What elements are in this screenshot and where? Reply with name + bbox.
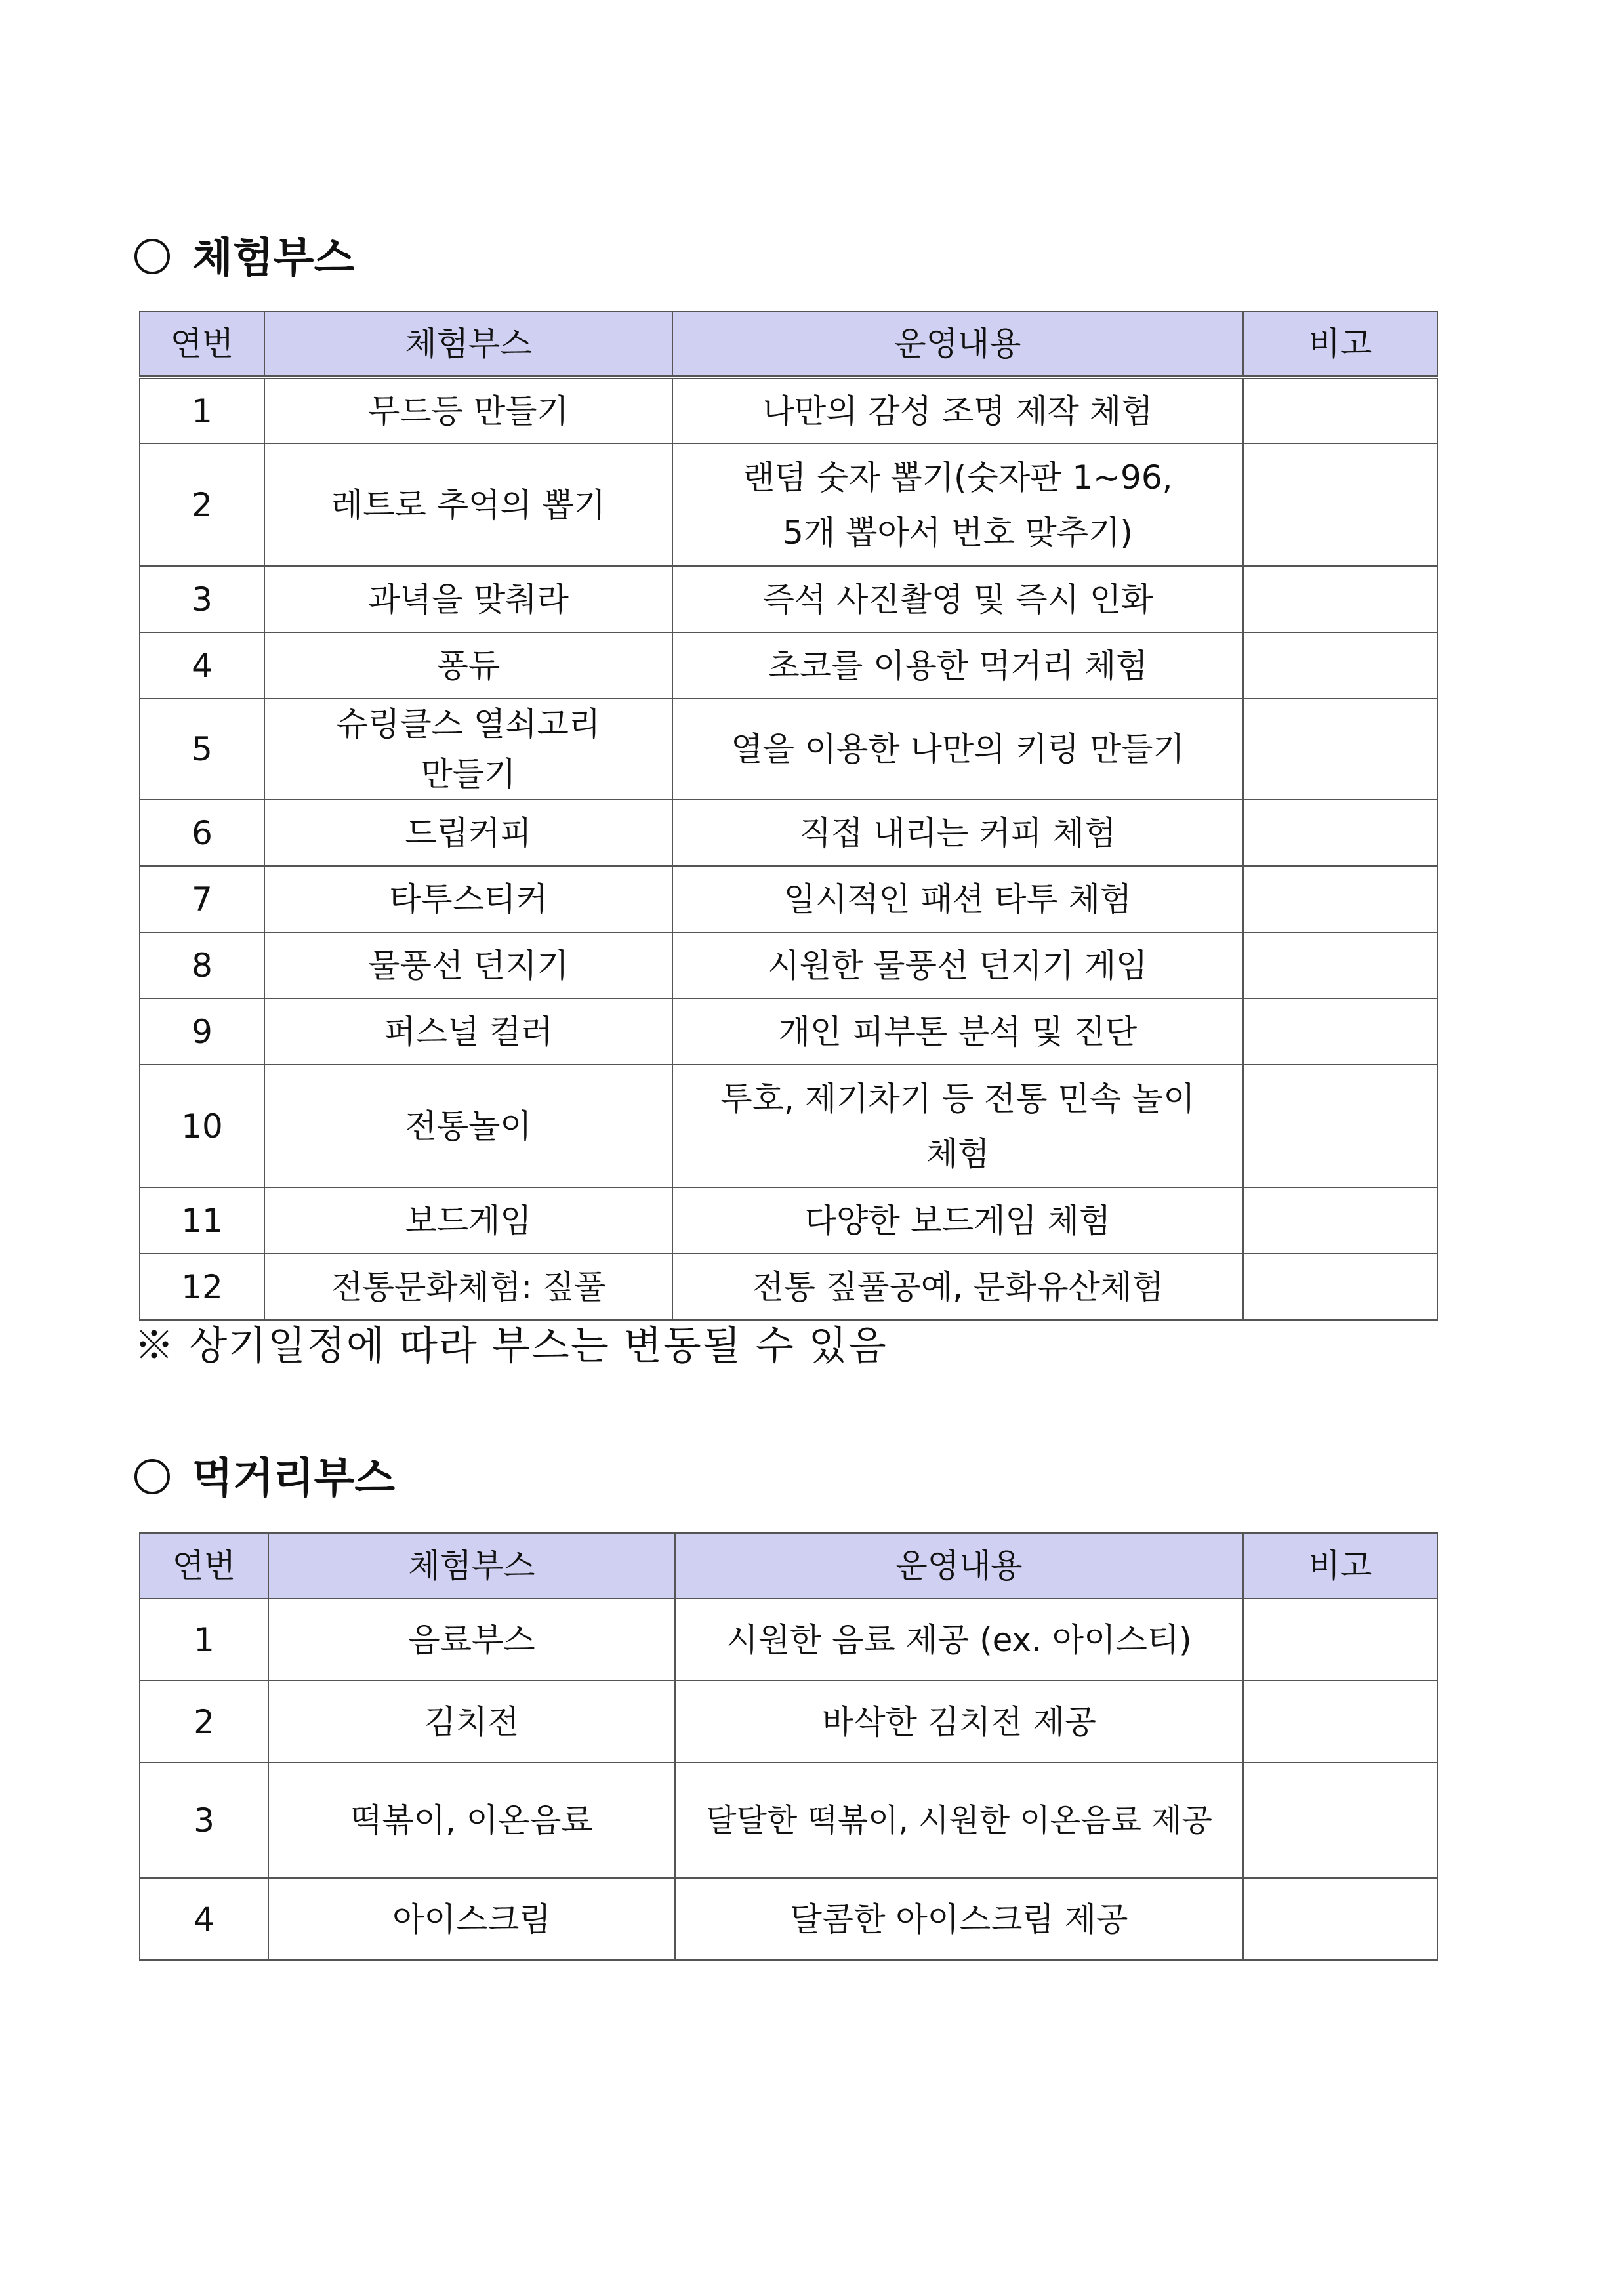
cell-number: 5 [140,699,264,800]
table-row [140,1187,1437,1254]
section-title-text: 체험부스 [192,234,355,283]
cell-note [1243,1878,1437,1960]
cell-number: 2 [140,1681,268,1763]
cell-number: 11 [140,1187,264,1254]
cell-number: 12 [140,1254,264,1320]
table-row [140,1681,1437,1763]
table-row [140,800,1437,866]
cell-number: 3 [140,1763,268,1878]
circle-bullet-icon [134,239,170,274]
table-row [140,998,1437,1065]
cell-booth: 드립커피 [264,800,672,866]
header-content: 운영내용 [672,312,1243,377]
cell-booth: 슈링클스 열쇠고리 만들기 [264,699,672,800]
cell-content: 초코를 이용한 먹거리 체험 [672,632,1243,699]
table-row [140,566,1437,632]
circle-bullet-icon [134,1459,170,1494]
cell-content: 즉석 사진촬영 및 즉시 인화 [672,566,1243,632]
experience-booth-table [139,311,1438,1321]
table-row [140,932,1437,998]
cell-number: 3 [140,566,264,632]
cell-content: 랜덤 숫자 뽑기(숫자판 1~96, 5개 뽑아서 번호 맞추기) [672,443,1243,566]
cell-number: 6 [140,800,264,866]
cell-content: 개인 피부톤 분석 및 진단 [672,998,1243,1065]
cell-booth: 김치전 [268,1681,675,1763]
cell-booth: 타투스티커 [264,866,672,932]
cell-number: 1 [140,1599,268,1681]
table-header-row [140,1533,1437,1599]
cell-booth: 퍼스널 컬러 [264,998,672,1065]
cell-content: 나만의 감성 조명 제작 체험 [672,377,1243,443]
cell-note [1243,1065,1437,1187]
cell-number: 8 [140,932,264,998]
cell-booth: 퐁듀 [264,632,672,699]
table-row [140,699,1437,800]
table-header-row [140,312,1437,377]
cell-number: 4 [140,632,264,699]
table-row [140,866,1437,932]
cell-booth: 전통문화체험: 짚풀 [264,1254,672,1320]
header-number: 연번 [140,312,264,377]
section-title-text: 먹거리부스 [192,1454,396,1503]
table-row [140,1254,1437,1320]
table-row [140,1763,1437,1878]
section-title-food [134,1454,396,1503]
cell-booth: 보드게임 [264,1187,672,1254]
schedule-change-footnote: ※ 상기일정에 따라 부스는 변동될 수 있음 [134,1323,888,1369]
table-row [140,1599,1437,1681]
cell-number: 7 [140,866,264,932]
cell-note [1243,1254,1437,1320]
cell-number: 10 [140,1065,264,1187]
cell-note [1243,699,1437,800]
food-booth-table [139,1532,1438,1961]
header-booth: 체험부스 [268,1533,675,1599]
section-title-experience [134,234,355,283]
cell-booth: 물풍선 던지기 [264,932,672,998]
cell-note [1243,866,1437,932]
cell-content: 시원한 물풍선 던지기 게임 [672,932,1243,998]
table-row [140,1065,1437,1187]
cell-note [1243,1187,1437,1254]
cell-booth: 전통놀이 [264,1065,672,1187]
cell-note [1243,443,1437,566]
header-booth: 체험부스 [264,312,672,377]
cell-content: 직접 내리는 커피 체험 [672,800,1243,866]
cell-content: 달달한 떡볶이, 시원한 이온음료 제공 [675,1763,1243,1878]
header-number: 연번 [140,1533,268,1599]
header-note: 비고 [1243,1533,1437,1599]
cell-booth: 레트로 추억의 뽑기 [264,443,672,566]
cell-booth: 아이스크림 [268,1878,675,1960]
cell-note [1243,566,1437,632]
cell-note [1243,1763,1437,1878]
cell-content: 열을 이용한 나만의 키링 만들기 [672,699,1243,800]
cell-note [1243,377,1437,443]
table-row [140,1878,1437,1960]
cell-content: 바삭한 김치전 제공 [675,1681,1243,1763]
header-content: 운영내용 [675,1533,1243,1599]
table-row [140,377,1437,443]
cell-note [1243,800,1437,866]
cell-booth: 음료부스 [268,1599,675,1681]
table-row [140,632,1437,699]
cell-booth: 무드등 만들기 [264,377,672,443]
cell-number: 1 [140,377,264,443]
cell-note [1243,998,1437,1065]
cell-number: 2 [140,443,264,566]
cell-number: 4 [140,1878,268,1960]
cell-booth: 떡볶이, 이온음료 [268,1763,675,1878]
cell-content: 전통 짚풀공예, 문화유산체험 [672,1254,1243,1320]
cell-booth: 과녁을 맞춰라 [264,566,672,632]
cell-number: 9 [140,998,264,1065]
cell-content: 투호, 제기차기 등 전통 민속 놀이 체험 [672,1065,1243,1187]
table-row [140,443,1437,566]
cell-note [1243,1599,1437,1681]
cell-note [1243,632,1437,699]
cell-content: 일시적인 패션 타투 체험 [672,866,1243,932]
cell-content: 시원한 음료 제공 (ex. 아이스티) [675,1599,1243,1681]
cell-note [1243,932,1437,998]
header-note: 비고 [1243,312,1437,377]
cell-content: 다양한 보드게임 체험 [672,1187,1243,1254]
cell-content: 달콤한 아이스크림 제공 [675,1878,1243,1960]
cell-note [1243,1681,1437,1763]
